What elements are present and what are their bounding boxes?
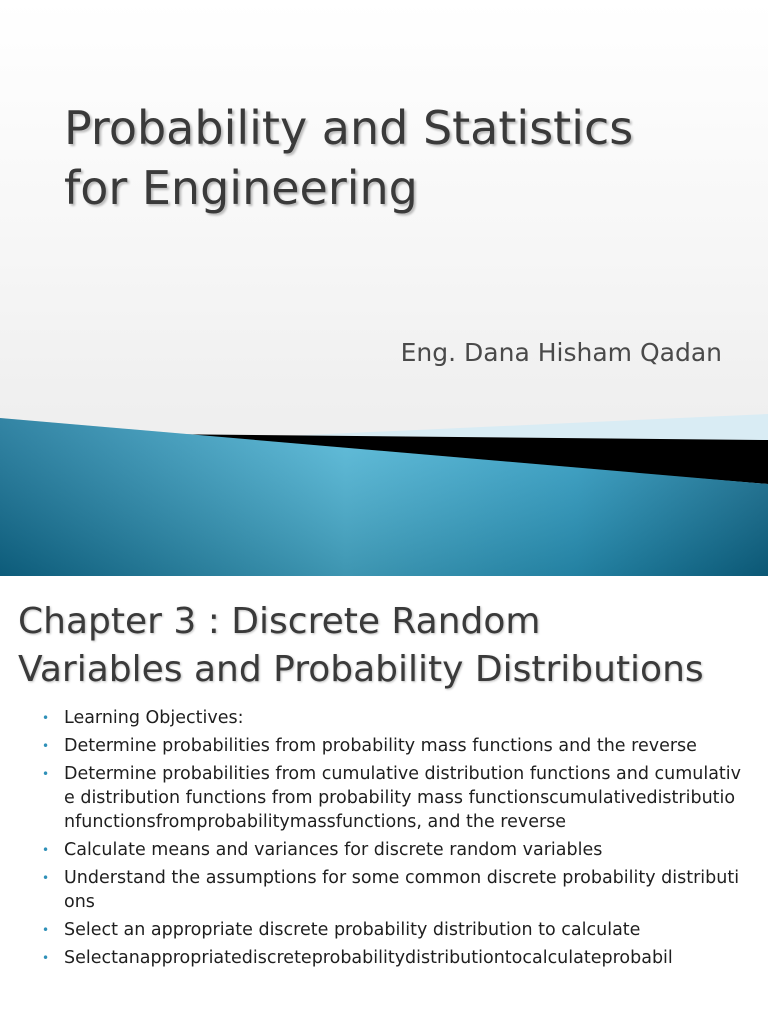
bullet-icon: • (42, 923, 50, 937)
decorative-wave-band (0, 412, 768, 576)
list-item (40, 866, 745, 914)
list-item-text: Select an appropriate discrete probability distribution to calculate (64, 920, 641, 940)
list-item (40, 706, 745, 730)
list-item (40, 734, 745, 758)
list-item (40, 838, 745, 862)
list-item-text: Determine probabilities from probability mass functions and the reverse (64, 736, 697, 756)
learning-objectives-list (40, 706, 745, 974)
list-item-text: Calculate means and variances for discrete random variables (64, 840, 603, 860)
bullet-icon: • (42, 843, 50, 857)
chapter-title-line-2: Variables and Probability Distributions (18, 649, 704, 690)
bullet-icon: • (42, 711, 50, 725)
list-item (40, 946, 745, 970)
title-line-1: Probability and Statistics (64, 101, 634, 155)
chapter-title (18, 598, 763, 694)
list-item-text: Selectanappropriatediscreteprobabilitydistributiontocalculateprobabil (64, 948, 673, 968)
presentation-title (64, 98, 744, 218)
list-item-text: Determine probabilities from cumulative distribution functions and cumulative distribution functions from probability mass functionscumulativedistributionfunctionsfromprobabilitymassfunctions, and the reverse (64, 764, 742, 832)
chapter-title-line-1: Chapter 3 : Discrete Random (18, 601, 541, 642)
bullet-icon: • (42, 871, 50, 885)
bullet-icon: • (42, 739, 50, 753)
list-item (40, 918, 745, 942)
list-item-text: Understand the assumptions for some common discrete probability distributions (64, 868, 740, 912)
list-item (40, 762, 745, 834)
list-item-text: Learning Objectives: (64, 708, 244, 728)
bullet-icon: • (42, 767, 50, 781)
chapter-slide (0, 576, 768, 1024)
author-subtitle: Eng. Dana Hisham Qadan (400, 338, 722, 367)
bullet-icon: • (42, 951, 50, 965)
title-line-2: for Engineering (64, 161, 418, 215)
